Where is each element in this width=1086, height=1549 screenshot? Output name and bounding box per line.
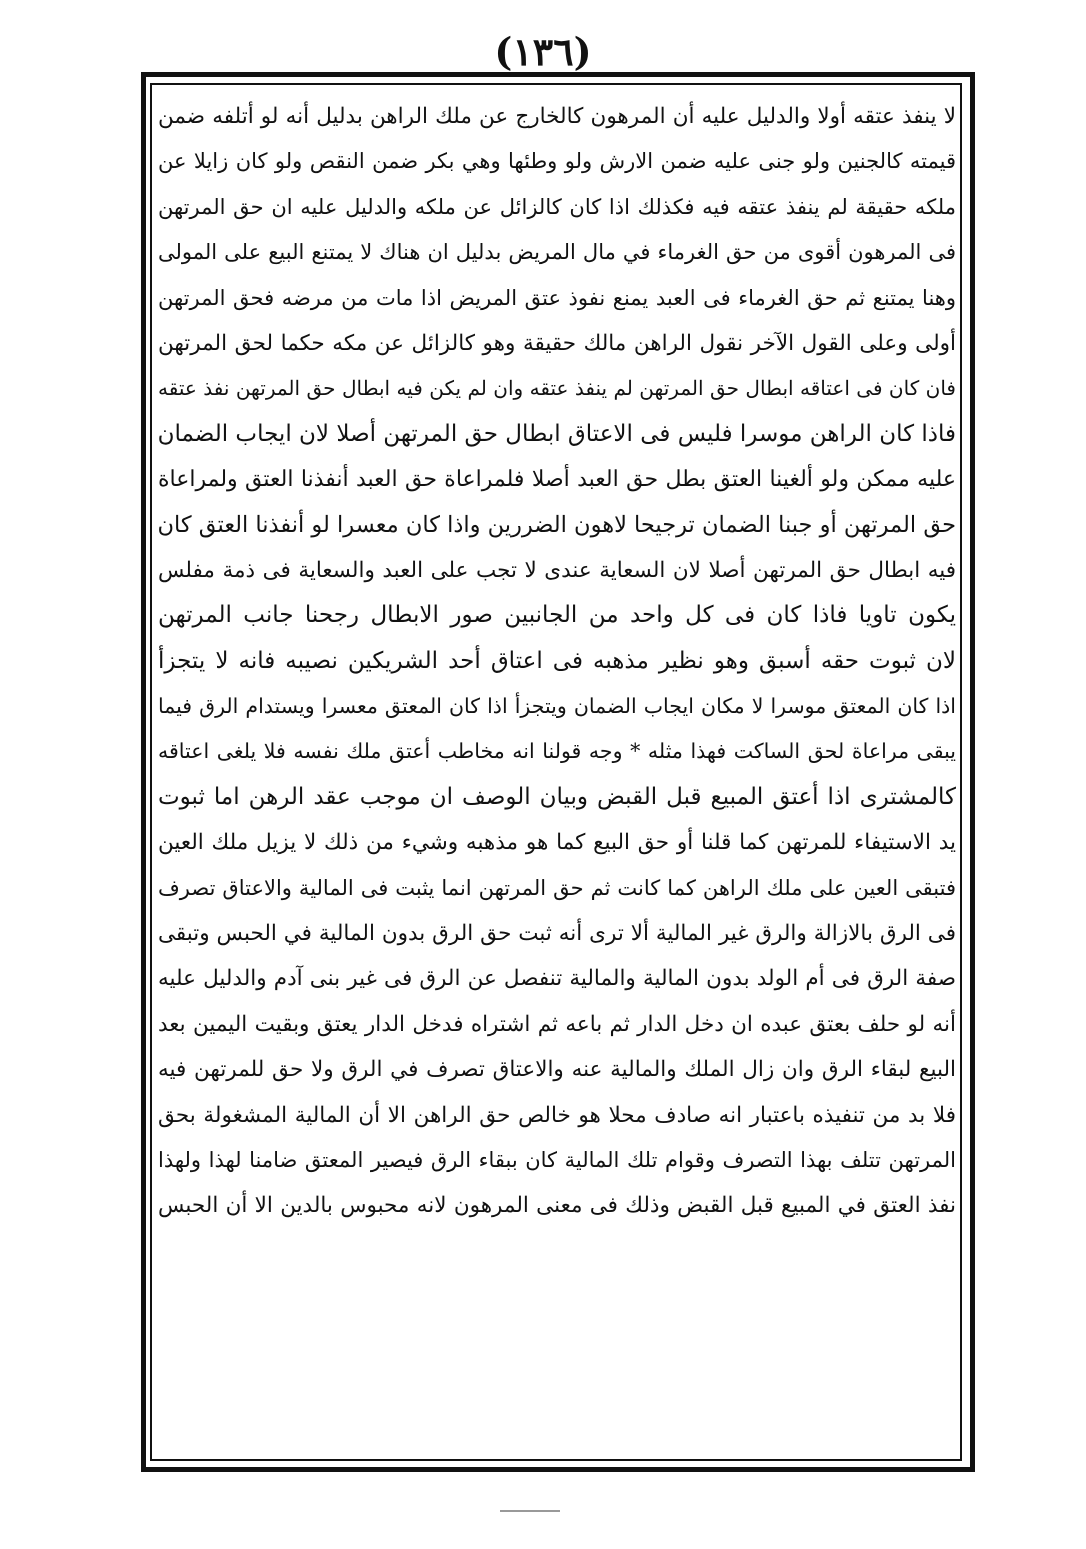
text-line: أنه لو حلف بعتق عبده ان دخل الدار ثم باعه ثم اشتراه فدخل الدار يعتق وبقيت اليمين بعد	[158, 1011, 956, 1037]
text-line: فان كان فى اعتاقه ابطال حق المرتهن لم ينفذ عتقه وان لم يكن فيه ابطال حق المرتهن نفذ عتقه	[158, 376, 956, 401]
text-line: حق المرتهن أو جبنا الضمان ترجيحا لاهون الضررين واذا كان معسرا لو أنفذنا العتق كان	[158, 511, 956, 538]
text-line: فلا بد من تنفيذه باعتبار انه صادف محلا هو خالص حق الراهن الا أن المالية المشغولة بحق	[158, 1102, 956, 1128]
text-line: المرتهن تتلف بهذا التصرف وقوام تلك المالية كان ببقاء الرق فيصير المعتق ضامنا لهذا ولهذا	[158, 1147, 956, 1172]
text-line: فى المرهون أقوى من حق الغرماء في مال المريض بدليل ان هناك لا يمتنع البيع على المولى	[158, 240, 956, 265]
text-line: فتبقى العين على ملك الراهن كما كانت ثم حق المرتهن انما يثبت فى المالية والاعتاق تصرف	[158, 875, 956, 900]
scan-mark	[500, 1510, 560, 1518]
text-line: أولى وعلى القول الآخر نقول الراهن مالك حقيقة وهو كالزائل عن مكه حكما لحق المرتهن	[158, 330, 956, 356]
text-line: كالمشترى اذا أعتق المبيع قبل القبض وبيان الوصف ان موجب عقد الرهن اما ثبوت	[158, 783, 956, 810]
text-line: عليه ممكن ولو ألغينا العتق بطل حق العبد أصلا فلمراعاة حق العبد أنفذنا العتق ولمراعاة	[158, 467, 956, 493]
text-line: فى الرق بالازالة والرق غير المالية ألا ترى أنه ثبت حق الرق بدون المالية في الحبس وتبقى	[158, 921, 956, 947]
text-line: وهنا يمتنع ثم حق الغرماء فى العبد يمنع نفوذ عتق المريض اذا مات من مرضه فحق المرتهن	[158, 285, 956, 310]
text-line: ملكه حقيقة لم ينفذ عتقه فيه فكذلك اذا كان كالزائل عن ملكه والدليل عليه ان حق المرتهن	[158, 194, 956, 219]
text-line: يد الاستيفاء للمرتهن كما قلنا أو حق البيع كما هو مذهبه وشيء من ذلك لا يزيل ملك العين	[158, 830, 956, 856]
body-text	[158, 94, 956, 1456]
text-line: قيمته كالجنين ولو جنى عليه ضمن الارش ولو وطئها وهي بكر ضمن النقص ولو كان زايلا عن	[158, 149, 956, 174]
text-line: فاذا كان الراهن موسرا فليس فى الاعتاق ابطال حق المرتهن أصلا لان ايجاب الضمان	[158, 420, 956, 447]
text-line: صفة الرق فى أم الولد بدون المالية والمالية تنفصل عن الرق فى غير بنى آدم والدليل عليه	[158, 966, 956, 992]
text-line: البيع لبقاء الرق وان زال الملك والمالية عنه والاعتاق تصرف في الرق ولا حق للمرتهن فيه	[158, 1057, 956, 1083]
text-line: لان ثبوت حقه أسبق وهو نظير مذهبه فى اعتاق أحد الشريكين نصيبه فانه لا يتجزأ	[158, 647, 956, 674]
text-line: يكون تاويا فاذا كان فى كل واحد من الجانبين صور الابطال رجحنا جانب المرتهن	[158, 602, 956, 629]
page-number: (۱۳٦)	[494, 29, 592, 74]
text-line: لا ينفذ عتقه أولا والدليل عليه أن المرهون كالخارج عن ملك الراهن بدليل أنه لو أتلفه ضمن	[158, 104, 956, 129]
text-line: فيه ابطال حق المرتهن أصلا لان السعاية عندى لا تجب على العبد والسعاية فى ذمة مفلس	[158, 557, 956, 583]
text-line: يبقى مراعاة لحق الساكت فهذا مثله * وجه قولنا انه مخاطب أعتق ملك نفسه فلا يلغى اعتاقه	[158, 739, 956, 764]
text-line: اذا كان المعتق موسرا لا مكان ايجاب الضمان ويتجزأ اذا كان المعتق معسرا ويستدام الرق فيما	[158, 694, 956, 719]
text-line: نفذ العتق في المبيع قبل القبض وذلك فى معنى المرهون لانه محبوس بالدين الا أن الحبس	[158, 1193, 956, 1219]
